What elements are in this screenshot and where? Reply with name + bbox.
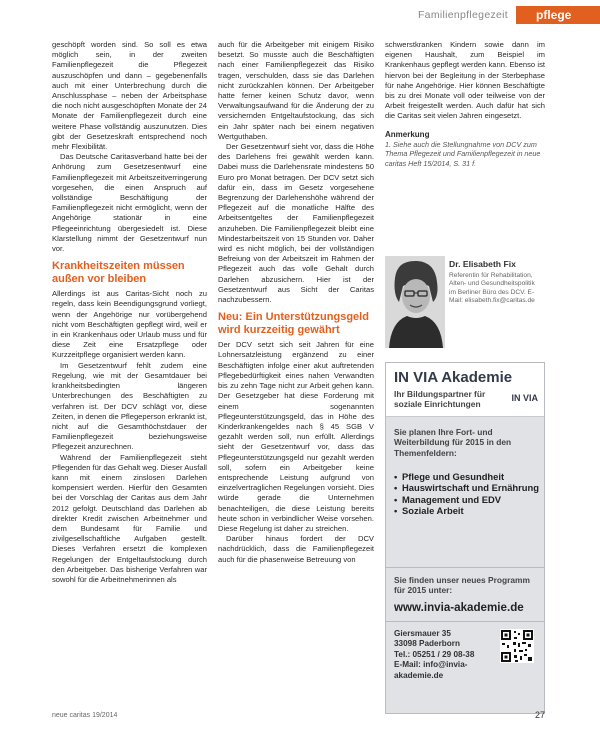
column-2: [218, 40, 374, 565]
ad-phone: Tel.: 05251 / 29 08-38: [394, 649, 475, 659]
paragraph: Allerdings ist aus Caritas-Sicht noch zu regeln, dass kein Beendigungsgrund vorliegt, wenn der Angehörige nur vorübergehend nicht vom Beschäftigten gepflegt wird, weil er in ein Krankenhaus oder Urlaub muss und für diese Zeit eine Ersatzpflege oder Kurzzeitpflege organisiert werden kann.: [52, 289, 207, 360]
author-photo: [385, 256, 445, 348]
paragraph: auch für die Arbeitgeber mit einigem Risiko besetzt. So musste auch die Beschäftigten nach einer Familienpflegezeit das Risiko tragen, verschulden, dass sie das Darlehen nicht zurückzahlen können. Der Arbeitgeber hatte ferner keinen Schutz davor, wenn Verwaltungsaufwand für die Änderung der zu versichernden Entgeltaufstockung, das sich ein Jahr später nach bei einem negativen Wertguthaben.: [218, 40, 374, 141]
page-header: [0, 0, 600, 28]
list-item: • Hauswirtschaft und Ernährung: [394, 482, 539, 493]
ad-brand: IN VIA Akademie: [394, 369, 513, 386]
qr-code-icon: [500, 629, 534, 663]
page-footer: [52, 712, 545, 724]
divider: [386, 567, 544, 568]
paragraph: Das Deutsche Caritasverband hatte bei der Anhörung zum Gesetzesentwurf eine Familienpflegezeit mit Arbeitszeitverringerung vorgesehen, die einen Anspruch auf vollständige Beschäftigung der Familienpflegezeit nicht ermöglicht, wenn der Angehörige stationär in eine Pflegeeinrichtung übergesiedelt ist. Diese Klarstellung nimmt der Gesetzentwurf nun vor.: [52, 152, 207, 254]
page-number: 27: [534, 710, 545, 720]
paragraph: Der Gesetzentwurf sieht vor, dass die Höhe des Darlehens frei gewählt werden kann. Dabei muss die Darlehensrate mindestens 50 Euro pro Monat betragen. Der DCV setzt sich dafür ein, dass im Gesetz vorgesehene Begrenzung der Darlehenshöhe während der Pflegezeit auf die monatliche Hälfte des Arbeitsentgeltes der Familienpflegezeit anzuheben. Die Familienpflegezeit bleibt eine Mindestarbeitszeit von 15 Stunden vor. Daher wird es nicht möglich, bei der vollständigen Befreiung von der Arbeitszeit im Rahmen der Pflegezeit auch das volle Gehalt durch Darlehen abzusichern. Hier ist der Gesetzentwurf aus Sicht der Caritas nachzubessern.: [218, 142, 374, 305]
paragraph: Im Gesetzentwurf fehlt zudem eine Regelung, wie mit der Gesamtdauer bei krankheitsbedingten längeren Unterbrechungen des Beschäftigten zu verfahren ist. Der DCV schlägt vor, diese Zeiten, in denen die Pflegeperson erkrankt ist, nicht auf die Gesamthöchstdauer der Familienpflegezeit beziehungsweise Pflegezeit anzurechnen.: [52, 360, 207, 452]
divider: [386, 621, 544, 622]
magazine-issue: neue caritas 19/2014: [52, 712, 118, 719]
list-item: • Management und EDV: [394, 494, 539, 505]
ad-city: 33098 Paderborn: [394, 639, 460, 649]
section-rubric: Familienpflegezeit: [417, 9, 508, 21]
subheading: Neu: Ein Unterstützungsgeld wird kurzzeitig gewährt: [218, 311, 369, 336]
ad-header: [386, 363, 544, 417]
ad-program-text: Sie finden unser neues Programm für 2015 unter:: [394, 575, 530, 596]
advertisement[interactable]: [385, 362, 545, 714]
paragraph: Der DCV setzt sich seit Jahren für eine Lohnersatzleistung ergänzend zu einer Beschäftigten infolge einer akut auftretenden Pflegebedürftigkeit eines nahen Verwandten bis zu zehn Tage nicht zur Arbeit gehen kann. Der Gesetzgeber hat diese Forderung mit einem sogenannten Pflegeunterstützungsgeld, das in Höhe des Kinderkrankengeldes nach § 45 SGB V gezahlt werden soll, nun erfüllt. Allerdings sieht der Gesetzentwurf vor, dass das Pflegeunterstützungsgeld nur gezahlt werden soll, sofern ein Arbeitgeber keine entsprechende Leistung aufgrund von einzelvertraglichen Regelungen vorsieht. Dies würde gerade die Unternehmen benachteiligen, die diese Leistung bereits heute schon in verbindlicher Weise vorsehen. Diese Regelung ist daher zu streichen.: [218, 340, 374, 533]
ad-address: [394, 629, 494, 681]
note-body: 1. Siehe auch die Stellungnahme von DCV zum Thema Pflegezeit und Familienpflegezeit in neue caritas Heft 15/2014, S. 31 f.: [385, 139, 541, 169]
ad-logo: IN VIA: [511, 393, 538, 403]
ad-street: Giersmauer 35: [394, 629, 451, 638]
paragraph: geschöpft worden sind. So soll es etwa möglich sein, in der zweiten Familienpflegezeit die Pflegezeit auszuschöpfen und dann – gegebenenfalls auch mit einer Unterbrechung durch die Anschlussphase – neben der Arbeitsphase die noch nicht ausgeschöpften Monate der 24 Monate der Familienpflegezeit durch eine weitere Phase vollständig auszunutzen. Dies gibt der Gesetzeskraft entsprechend noch mehr Flexibilität.: [52, 40, 207, 152]
ad-topic-list: [394, 471, 539, 517]
subheading: Krankheitszeiten müssen außen vor bleiben: [52, 260, 185, 285]
paragraph: Darüber hinaus fordert der DCV nachdrücklich, dass die Familienpflegezeit auch für die phasenweise Betreuung von: [218, 534, 374, 564]
ad-url-link[interactable]: www.invia-akademie.de: [394, 601, 524, 614]
list-item: • Soziale Arbeit: [394, 505, 539, 516]
note-title: Anmerkung: [385, 129, 430, 139]
ad-intro: Sie planen Ihre Fort- und Weiterbildung für 2015 in den Themenfeldern:: [394, 427, 512, 458]
paragraph: Während der Familienpflegezeit steht Pflegenden für das Gehalt weg. Dieser Ausfall kann mit einem zinslosen Darlehen kompensiert werden. Hierfür den Gesamten bei der Vorschlag der Caritas aus dem Jahr 2012 gefolgt. Deutschland das Darlehen ab direkter Kredit zwischen Arbeitnehmer und dem Bundesamt für Familie und zivilgesellschaftliche Aufgaben gestellt. Dieses Verfahren ersetzt die komplexen Regelungen der Entgeltaufstockung durch den Arbeitgeber. Das bisherige Verfahren war sowohl für die Arbeitnehmerinnen als: [52, 452, 207, 584]
list-item: • Pflege und Gesundheit: [394, 471, 539, 482]
column-3: [385, 40, 545, 169]
ad-email[interactable]: E-Mail: info@invia-akademie.de: [394, 660, 468, 680]
section-tag: pflege: [516, 6, 600, 24]
ad-tagline: Ihr Bildungspartner für soziale Einrichtungen: [394, 389, 486, 409]
author-box: [385, 256, 545, 352]
paragraph: schwerstkranken Kindern sowie dann im eigenen Haushalt, zum Beispiel im Krankenhaus gepflegt werden kann. Ebenso ist hiervon bei der Begleitung in der Sterbephase für nahe Angehörige. Hier können Beschäftigte bis zu drei Monate voll oder teilweise von der Arbeit freigestellt werden. Auch dafür hat sich die Caritas seit vielen Jahren eingesetzt.: [385, 40, 545, 121]
author-name: Dr. Elisabeth Fix: [449, 259, 516, 269]
author-bio: Referentin für Rehabilitation, Alten- und Gesundheitspolitik im Berliner Büro des DCV. E-Mail: elisabeth.fix@caritas.de: [449, 272, 535, 305]
portrait-icon: [385, 256, 445, 348]
column-1: [52, 40, 207, 585]
